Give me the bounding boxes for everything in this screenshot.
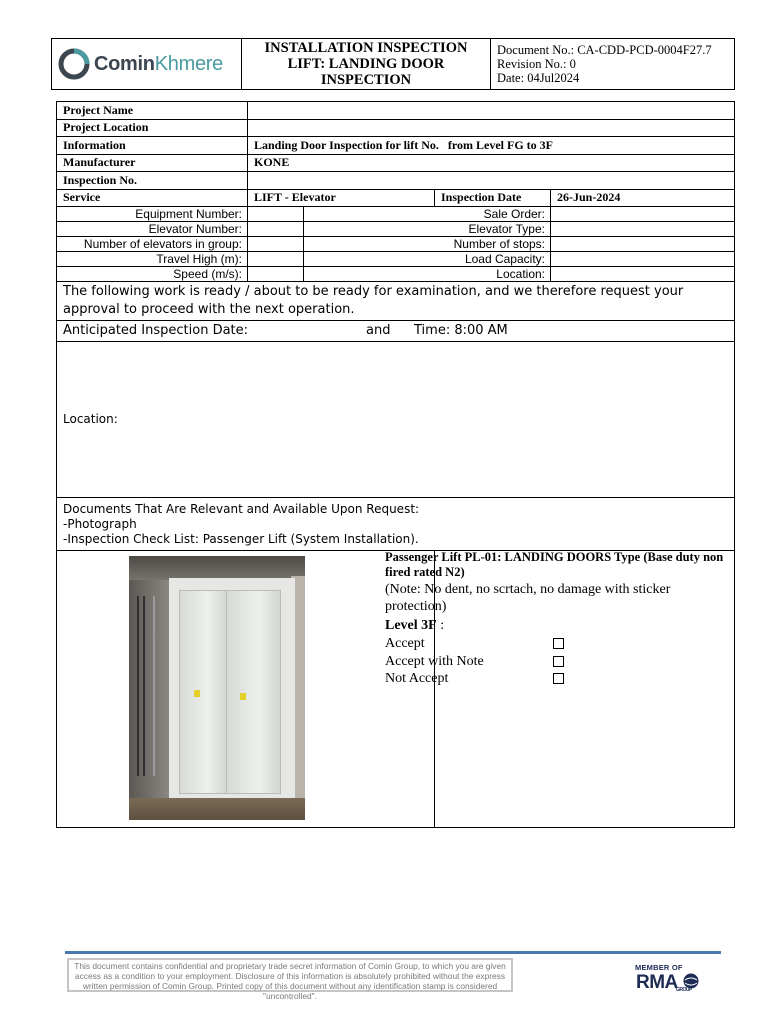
ready-statement: The following work is ready / about to be ready for examination, and we therefore request your approval to proceed with the next operation.	[57, 282, 735, 321]
and-label: and	[366, 323, 391, 338]
photo-pipe	[153, 596, 155, 776]
location-area[interactable]	[57, 342, 735, 498]
project-name-field[interactable]	[248, 102, 735, 120]
travel-high-label: Travel High (m):	[57, 252, 248, 267]
load-capacity-field[interactable]	[551, 252, 735, 267]
number-of-stops-label: Number of stops:	[304, 237, 551, 252]
rma-group-logo	[636, 972, 700, 993]
documents-section	[57, 498, 735, 551]
title-line-1: INSTALLATION INSPECTION	[264, 40, 468, 56]
confidentiality-notice: This document contains confidential and proprietary trade secret information of Comin Group, to which you are given access as a condition to your employment. Disclosure of this information is absolutely prohibited without the express written permission of Comin Group. Printed copy of this document without any identification stamp is considered "uncontrolled".	[67, 958, 513, 992]
document-header	[51, 38, 735, 90]
inspection-panel-note: (Note: No dent, no scrtach, no damage with sticker protection)	[385, 582, 671, 614]
member-of-label: MEMBER OF	[635, 963, 683, 972]
option-accept-with-note[interactable]	[385, 653, 730, 671]
title-line-2: LIFT: LANDING DOOR INSPECTION	[287, 56, 445, 88]
option-not-accept-label: Not Accept	[385, 671, 449, 687]
accept-with-note-checkbox[interactable]	[553, 656, 564, 667]
number-of-stops-field[interactable]	[551, 237, 735, 252]
document-meta	[491, 39, 734, 89]
equipment-number-field[interactable]	[248, 207, 304, 222]
level-suffix: :	[436, 618, 445, 633]
inspection-date-field[interactable]: 26-Jun-2024	[551, 189, 735, 207]
documents-item-photograph: -Photograph	[63, 516, 137, 531]
document-title	[242, 39, 491, 89]
time-label: Time: 8:00 AM	[414, 323, 508, 338]
level-line	[385, 617, 730, 634]
photo-cable	[143, 596, 145, 776]
photo-ceiling	[129, 556, 305, 580]
inspection-no-label: Inspection No.	[57, 172, 248, 190]
logo-text-khmere: Khmere	[154, 52, 223, 75]
logo-text-comin: Comin	[94, 52, 155, 75]
rma-logo-text: RMA	[636, 972, 678, 993]
information-field[interactable]: Landing Door Inspection for lift No. from Level FG to 3F	[248, 137, 735, 155]
elevator-type-field[interactable]	[551, 222, 735, 237]
project-location-field[interactable]	[248, 119, 735, 137]
photo-floor	[129, 798, 305, 820]
load-capacity-label: Load Capacity:	[304, 252, 551, 267]
speed-label: Speed (m/s):	[57, 267, 248, 282]
equipment-number-label: Equipment Number:	[57, 207, 248, 222]
elevators-in-group-field[interactable]	[248, 237, 304, 252]
inspection-date-label: Inspection Date	[435, 189, 551, 207]
inspection-panel-title: Passenger Lift PL-01: LANDING DOORS Type (Base duty non fired rated N2)	[385, 550, 724, 579]
location-short-field[interactable]	[551, 267, 735, 282]
speed-field[interactable]	[248, 267, 304, 282]
documents-item-checklist: -Inspection Check List: Passenger Lift (System Installation).	[63, 531, 419, 546]
logo-text	[94, 53, 223, 76]
sale-order-field[interactable]	[551, 207, 735, 222]
option-accept-with-note-label: Accept with Note	[385, 653, 484, 669]
photo-cable	[137, 596, 139, 776]
rma-group-label: GROUP	[676, 987, 692, 993]
photo-sticker	[240, 693, 246, 700]
not-accept-checkbox[interactable]	[553, 673, 564, 684]
location-short-label: Location:	[304, 267, 551, 282]
accept-checkbox[interactable]	[553, 638, 564, 649]
elevators-in-group-label: Number of elevators in group:	[57, 237, 248, 252]
elevator-type-label: Elevator Type:	[304, 222, 551, 237]
service-field[interactable]: LIFT - Elevator	[248, 189, 435, 207]
documents-heading: Documents That Are Relevant and Available Upon Request:	[63, 501, 420, 516]
company-logo	[52, 39, 242, 89]
option-not-accept[interactable]	[385, 670, 730, 688]
anticipated-inspection-label: Anticipated Inspection Date:	[63, 323, 249, 338]
elevator-number-field[interactable]	[248, 222, 304, 237]
project-location-label: Project Location	[57, 119, 248, 137]
landing-door-photo	[129, 556, 305, 820]
travel-high-field[interactable]	[248, 252, 304, 267]
document-date: Date: 04Jul2024	[497, 71, 580, 85]
photo-left-wall	[129, 580, 169, 800]
anticipated-inspection-row	[57, 321, 735, 342]
photo-door-panel-left	[179, 590, 227, 794]
logo-ring-icon	[58, 48, 90, 80]
inspection-result-panel	[385, 550, 730, 688]
document-number: Document No.: CA-CDD-PCD-0004F27.7	[497, 43, 712, 57]
option-accept-label: Accept	[385, 636, 425, 652]
location-label: Location:	[63, 412, 118, 426]
manufacturer-label: Manufacturer	[57, 154, 248, 172]
inspection-no-field[interactable]	[248, 172, 735, 190]
information-label: Information	[57, 137, 248, 155]
project-name-label: Project Name	[57, 102, 248, 120]
option-accept[interactable]	[385, 635, 730, 653]
footer-rule	[65, 951, 721, 954]
sale-order-label: Sale Order:	[304, 207, 551, 222]
revision-number: Revision No.: 0	[497, 57, 576, 71]
elevator-number-label: Elevator Number:	[57, 222, 248, 237]
photo-door-panel-right	[226, 590, 281, 794]
photo-sticker	[194, 690, 200, 697]
manufacturer-field[interactable]: KONE	[248, 154, 735, 172]
service-label: Service	[57, 189, 248, 207]
level-label: Level 3F	[385, 618, 437, 633]
